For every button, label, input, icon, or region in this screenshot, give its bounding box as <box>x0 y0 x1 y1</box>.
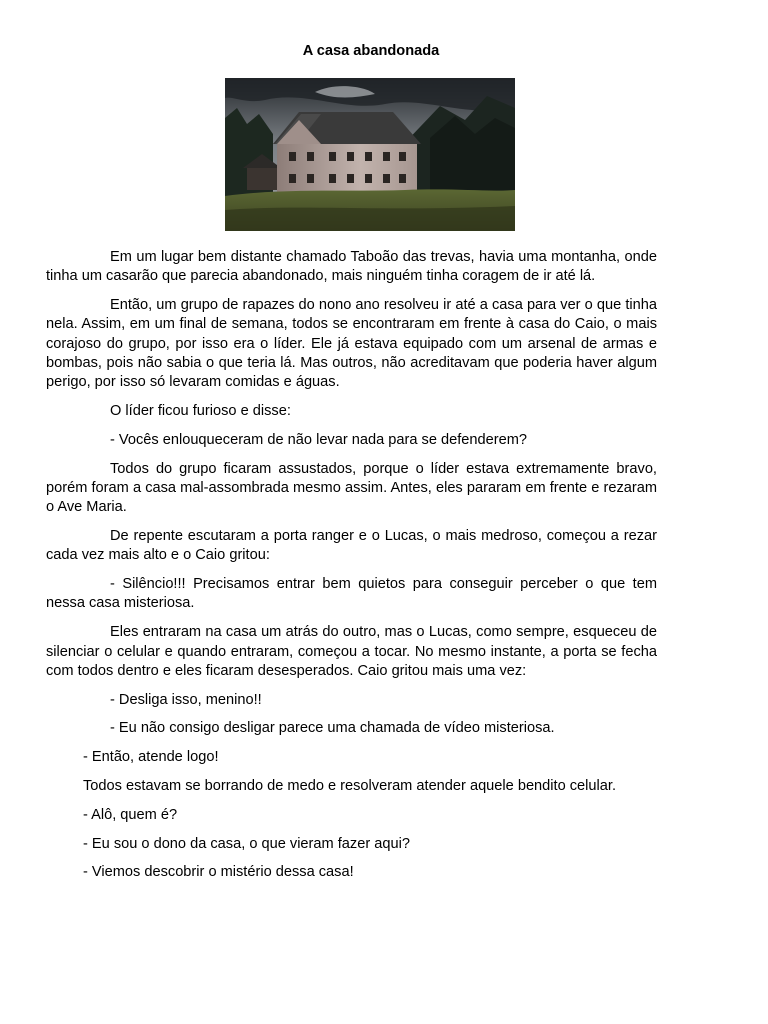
dialogue-line: - Viemos descobrir o mistério dessa casa! <box>83 864 354 881</box>
document-title: A casa abandonada <box>302 43 440 59</box>
dialogue-line: - Eu sou o dono da casa, o que vieram fazer aqui? <box>83 835 410 852</box>
paragraph: Eles entraram na casa um atrás do outro, mas o Lucas, como sempre, esqueceu de silenciar o celular e quando entraram, começou a tocar. No mesmo instante, a porta se fecha com todos dentro e eles ficaram desesperados. Caio gritou mais uma vez: <box>46 624 657 679</box>
paragraph: O líder ficou furioso e disse: <box>110 403 291 420</box>
paragraph: - Eu não consigo desligar parece uma chamada de vídeo misteriosa. <box>110 720 555 737</box>
story-body <box>46 248 657 892</box>
paragraph: - Desliga isso, menino!! <box>110 691 262 708</box>
paragraph: - Vocês enlouqueceram de não levar nada para se defenderem? <box>110 431 528 448</box>
dialogue-line: - Alô, quem é? <box>83 806 178 823</box>
paragraph: Em um lugar bem distante chamado Taboão das trevas, havia uma montanha, onde tinha um casarão que parecia abandonado, mais ninguém tinha coragem de ir até lá. <box>46 249 657 285</box>
paragraph: Todos do grupo ficaram assustados, porque o líder estava extremamente bravo, porém foram a casa mal-assombrada mesmo assim. Antes, eles pararam em frente e rezaram o Ave Maria. <box>46 460 657 516</box>
paragraph: - Silêncio!!! Precisamos entrar bem quietos para conseguir perceber o que tem nessa casa misteriosa. <box>46 576 657 612</box>
abandoned-house-image <box>225 78 515 231</box>
paragraph: De repente escutaram a porta ranger e o Lucas, o mais medroso, começou a rezar cada vez mais alto e o Caio gritou: <box>46 528 657 564</box>
dialogue-line: - Então, atende logo! <box>83 749 219 766</box>
dialogue-line: Todos estavam se borrando de medo e resolveram atender aquele bendito celular. <box>83 778 616 795</box>
paragraph: Então, um grupo de rapazes do nono ano resolveu ir até a casa para ver o que tinha nela. Assim, em um final de semana, todos se encontraram em frente à casa do Caio, o mais corajoso do grupo, por isso era o líder. Ele já estava equipado com um arsenal de armas e bombas, pois não sabia o que teria lá. Mas outros, não acreditavam que poderia haver algum perigo, por isso só levaram comidas e águas. <box>46 297 657 391</box>
